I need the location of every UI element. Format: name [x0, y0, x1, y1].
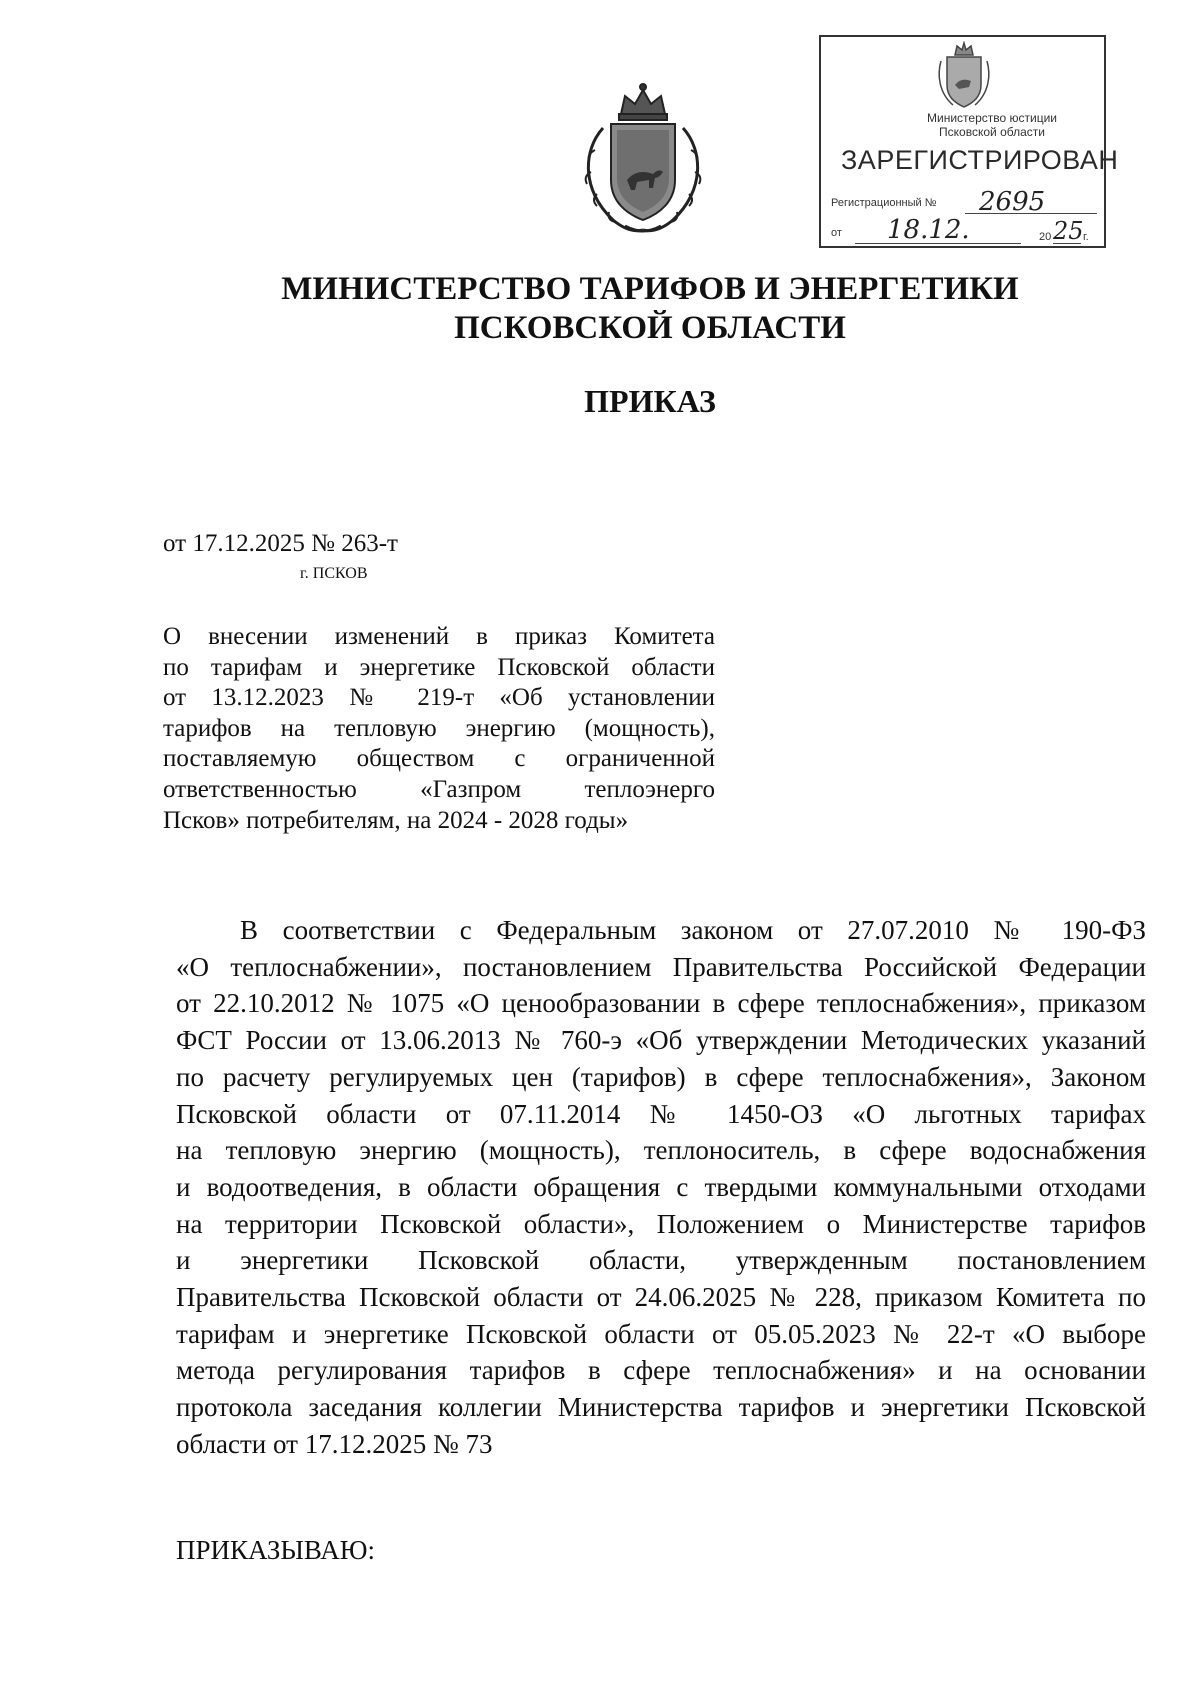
ministry-title-line1: МИНИСТЕРСТВО ТАРИФОВ И ЭНЕРГЕТИКИ — [281, 271, 1019, 307]
subject-line: Псков» потребителям, на 2024 - 2028 годы» — [163, 806, 629, 834]
subject-line: О внесении изменений в приказ Комитета — [163, 623, 715, 650]
body-line: тарифам и энергетике Псковской области от 05.05.2023 № 22-т «О выборе — [176, 1318, 1146, 1349]
body-line: на территории Псковской области», Положением о Министерстве тарифов — [176, 1208, 1146, 1239]
stamp-year-prefix: 20 — [1039, 231, 1052, 243]
stamp-reg-row — [831, 197, 1096, 209]
body-line: от 22.10.2012 № 1075 «О ценообразовании в сфере теплоснабжения», приказом — [176, 988, 1146, 1019]
subject-line: по тарифам и энергетике Псковской области — [163, 653, 715, 681]
stamp-status: ЗАРЕГИСТРИРОВАН — [841, 145, 1119, 175]
document-body — [176, 912, 1146, 1463]
body-line: В соответствии с Федеральным законом от 27.07.2010 № 190-ФЗ — [240, 915, 1146, 945]
body-line: Псковской области от 07.11.2014 № 1450-ОЗ «О льготных тарифах — [176, 1098, 1146, 1129]
stamp-org-line2: Псковской области — [939, 125, 1045, 139]
ministry-title-line2: ПСКОВСКОЙ ОБЛАСТИ — [454, 310, 846, 346]
stamp-year-value: 25 — [1053, 217, 1084, 245]
stamp-date-prefix: от — [831, 227, 842, 239]
subject-line: от 13.12.2023 № 219-т «Об установлении — [163, 684, 715, 712]
coat-of-arms-emblem — [573, 80, 713, 238]
subject-line: тарифов на тепловую энергию (мощность), — [163, 714, 715, 742]
document-subject — [163, 622, 715, 836]
stamp-reg-number: 2695 — [979, 187, 1046, 217]
stamp-org-line1: Министерство юстиции — [927, 111, 1057, 125]
body-line: области от 17.12.2025 № 73 — [176, 1428, 493, 1459]
body-line: ФСТ России от 13.06.2013 № 760-э «Об утверждении Методических указаний — [176, 1025, 1146, 1056]
document-date-number: от 17.12.2025 № 263-т — [163, 530, 398, 557]
orders-label: ПРИКАЗЫВАЮ: — [176, 1535, 375, 1565]
body-line: и водоотведения, в области обращения с твердыми коммунальными отходами — [176, 1171, 1146, 1202]
subject-line: ответственностью «Газпром теплоэнерго — [163, 775, 715, 803]
body-line: по расчету регулируемых цен (тарифов) в сфере теплоснабжения», Законом — [176, 1061, 1146, 1092]
body-line: «О теплоснабжении», постановлением Правительства Российской Федерации — [176, 951, 1146, 982]
stamp-emblem-icon — [935, 41, 993, 111]
stamp-year-suffix: г. — [1083, 231, 1089, 243]
subject-line: поставляемую обществом с ограниченной — [163, 745, 715, 773]
registration-stamp — [819, 35, 1119, 248]
document-city: г. ПСКОВ — [300, 565, 368, 582]
body-line: и энергетики Псковской области, утвержденным постановлением — [176, 1245, 1146, 1276]
body-line: протокола заседания коллегии Министерства тарифов и энергетики Псковской — [176, 1392, 1146, 1423]
body-line: метода регулирования тарифов в сфере теплоснабжения» и на основании — [176, 1355, 1146, 1386]
body-line: на тепловую энергию (мощность), теплоноситель, в сфере водоснабжения — [176, 1135, 1146, 1166]
stamp-reg-label: Регистрационный № — [831, 197, 937, 209]
document-type-title: ПРИКАЗ — [584, 383, 716, 419]
body-line: Правительства Псковской области от 24.06.2025 № 228, приказом Комитета по — [176, 1282, 1146, 1313]
stamp-date-value: 18.12. — [887, 215, 970, 245]
